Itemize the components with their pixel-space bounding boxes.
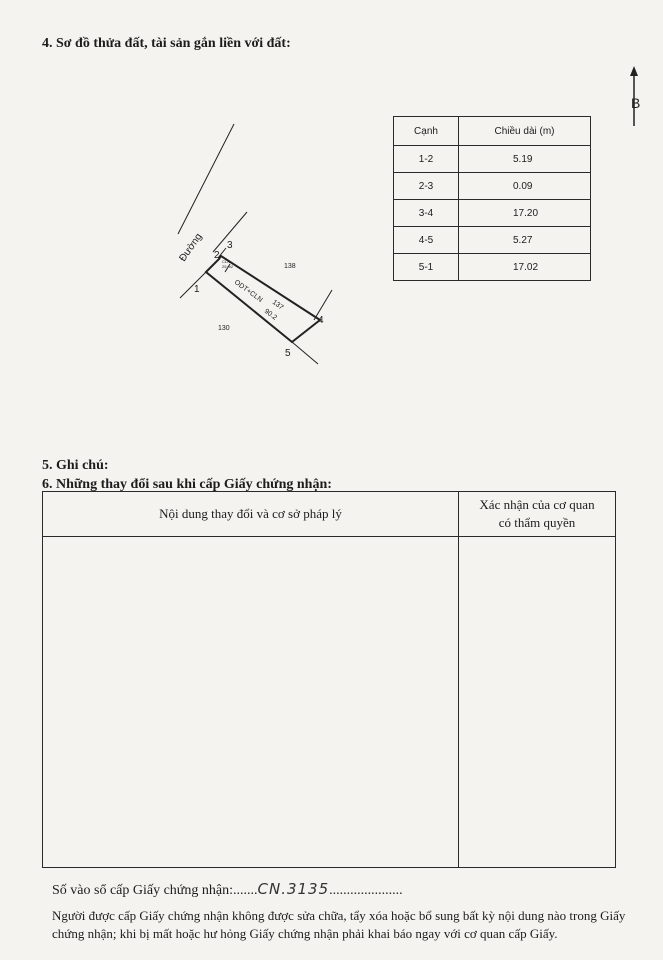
parcel-map bbox=[160, 110, 360, 370]
length-cell: 17.20 bbox=[459, 200, 591, 227]
authority-confirmation-header bbox=[459, 492, 616, 537]
table-row bbox=[394, 254, 591, 281]
parcel-138-label: 138 bbox=[284, 263, 296, 270]
registry-dots-trailing: ..................... bbox=[329, 883, 403, 898]
authority-header-line-1: Xác nhận của cơ quan bbox=[479, 497, 595, 512]
length-cell: 5.19 bbox=[459, 146, 591, 173]
vertex-5: 5 bbox=[285, 348, 291, 359]
section-6-title: 6. Những thay đổi sau khi cấp Giấy chứng nhận: bbox=[42, 477, 332, 492]
edge-cell: 4-5 bbox=[394, 227, 459, 254]
edge-cell: 3-4 bbox=[394, 200, 459, 227]
table-row bbox=[394, 200, 591, 227]
legal-notice: Người được cấp Giấy chứng nhận không được sửa chữa, tẩy xóa hoặc bổ sung bất kỳ nội dung nào trong Giấy chứng nhận; khi bị mất hoặc hư hỏng Giấy chứng nhận phải khai báo ngay với cơ quan cấp Giấy. bbox=[52, 908, 626, 941]
registry-number-line bbox=[52, 880, 403, 899]
road-label: Đường bbox=[177, 231, 205, 264]
road-edge-left bbox=[178, 124, 234, 234]
parcel-land-type: ODT+CLN bbox=[232, 278, 264, 304]
vertex-4: 4 bbox=[318, 315, 324, 326]
table-row bbox=[394, 146, 591, 173]
table-row bbox=[394, 173, 591, 200]
section-4-title: 4. Sơ đồ thửa đất, tài sản gắn liền với đất: bbox=[42, 36, 291, 51]
edge-cell: 2-3 bbox=[394, 173, 459, 200]
changes-content-header: Nội dung thay đổi và cơ sở pháp lý bbox=[43, 492, 459, 537]
north-arrow-icon bbox=[626, 66, 646, 130]
neighbor-boundary bbox=[180, 272, 206, 298]
registry-dots: ....... bbox=[233, 883, 258, 898]
small-label-cln: CLN bbox=[222, 259, 231, 264]
parcel-area: 90.2 bbox=[262, 307, 278, 322]
length-cell: 0.09 bbox=[459, 173, 591, 200]
small-label-area: 25 m2 bbox=[222, 264, 234, 269]
parcel-130-label: 130 bbox=[218, 325, 230, 332]
vertex-2: 2 bbox=[214, 250, 220, 261]
parcel-number: 137 bbox=[270, 298, 285, 312]
length-cell: 5.27 bbox=[459, 227, 591, 254]
edge-length-table bbox=[393, 116, 591, 281]
length-cell: 17.02 bbox=[459, 254, 591, 281]
north-label: B bbox=[631, 95, 641, 111]
vertex-3: 3 bbox=[227, 240, 233, 251]
length-header: Chiều dài (m) bbox=[459, 117, 591, 146]
edge-cell: 1-2 bbox=[394, 146, 459, 173]
edge-header: Cạnh bbox=[394, 117, 459, 146]
authority-header-line-2: có thẩm quyền bbox=[498, 515, 576, 530]
section-5-title: 5. Ghi chú: bbox=[42, 458, 109, 473]
changes-table bbox=[42, 491, 616, 868]
edge-cell: 5-1 bbox=[394, 254, 459, 281]
neighbor-boundary bbox=[292, 342, 318, 364]
table-row bbox=[394, 227, 591, 254]
authority-confirmation-cell bbox=[459, 537, 616, 868]
registry-number-handwritten: CN.3135 bbox=[257, 880, 330, 898]
changes-content-cell bbox=[43, 537, 459, 868]
vertex-1: 1 bbox=[194, 284, 200, 295]
registry-label: Số vào sổ cấp Giấy chứng nhận: bbox=[52, 883, 233, 898]
